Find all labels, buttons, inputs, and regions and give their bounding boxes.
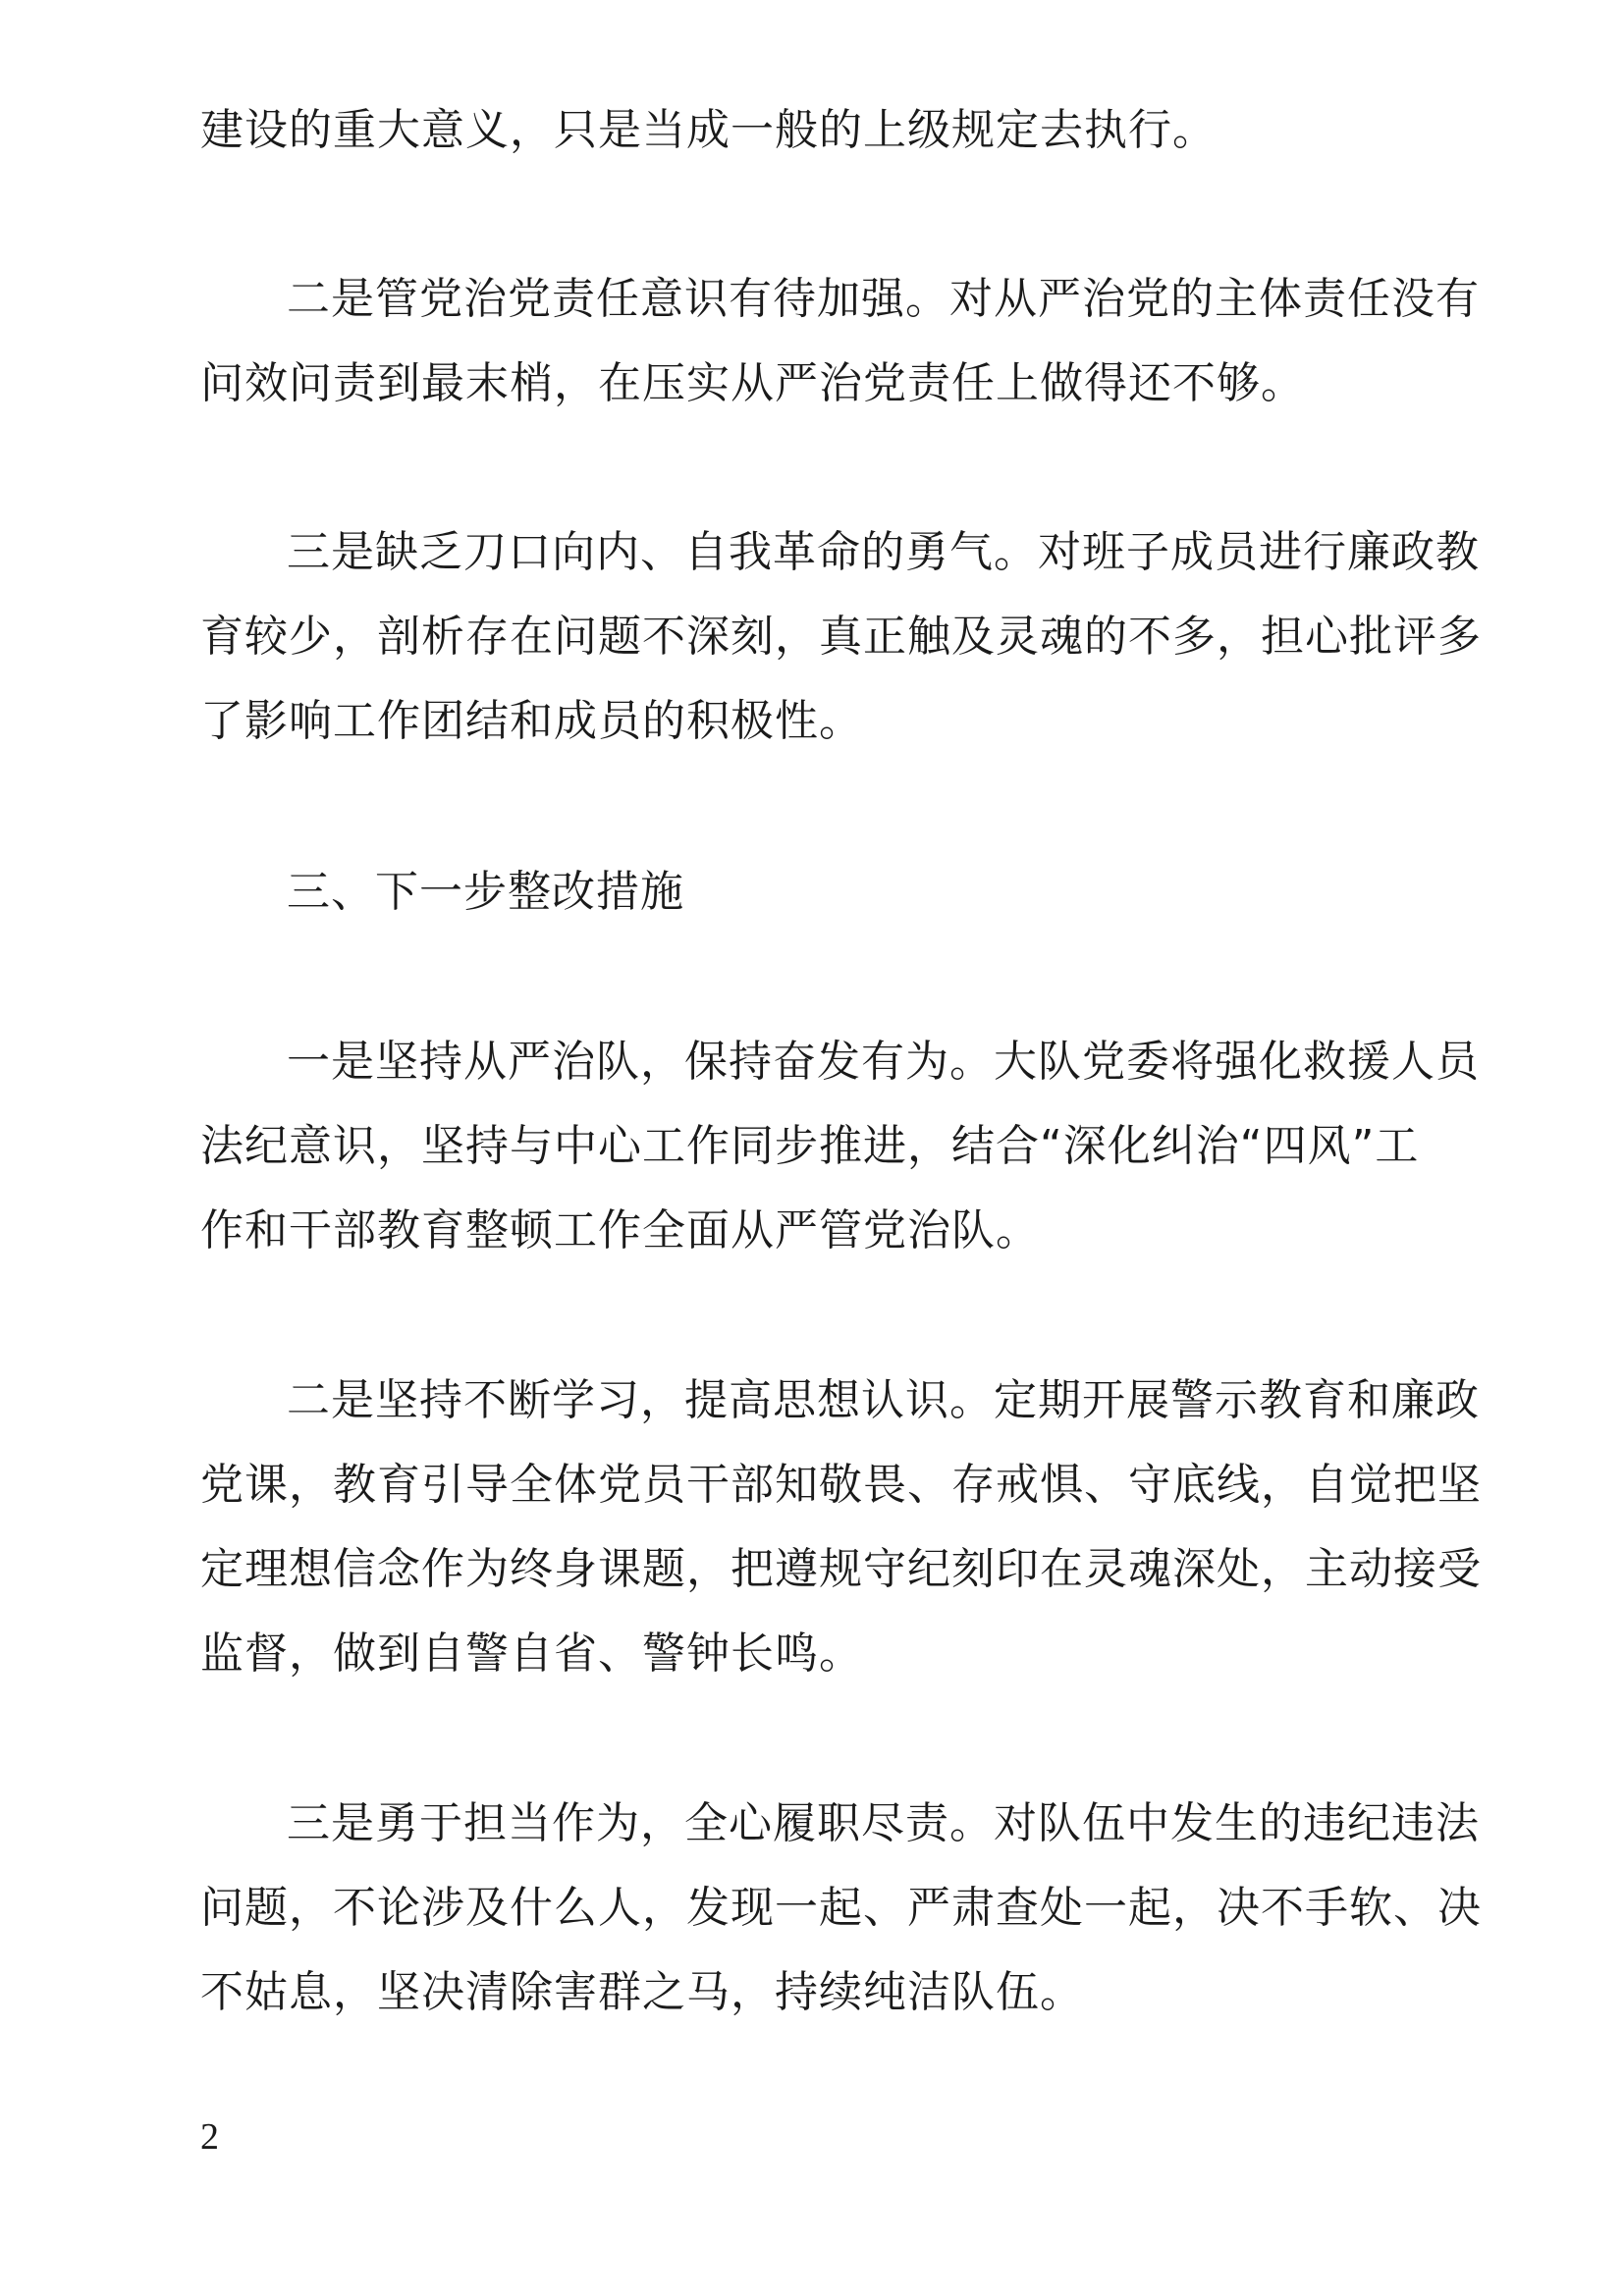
text-line: 三是缺乏刀口向内、自我革命的勇气。对班子成员进行廉政教 (287, 527, 1480, 577)
text-line: 作和干部教育整顿工作全面从严管党治队。 (200, 1205, 1040, 1255)
text-line: 二是管党治党责任意识有待加强。对从严治党的主体责任没有 (287, 274, 1480, 324)
text-line: 二是坚持不断学习，提高思想认识。定期开展警示教育和廉政 (287, 1375, 1480, 1425)
section-heading-text: 三、下一步整改措施 (287, 867, 684, 917)
text-line: 育较少，剖析存在问题不深刻，真正触及灵魂的不多，担心批评多 (200, 612, 1482, 662)
text-line: 问题，不论涉及什么人，发现一起、严肃查处一起，决不手软、决 (200, 1883, 1482, 1933)
text-line: 建设的重大意义，只是当成一般的上级规定去执行。 (200, 105, 1217, 155)
text-line: 问效问责到最末梢，在压实从严治党责任上做得还不够。 (200, 358, 1305, 408)
paragraph-continuous-learning (200, 1359, 1482, 1696)
paragraph-self-revolution (200, 510, 1482, 764)
text-line: 监督，做到自警自省、警钟长鸣。 (200, 1629, 863, 1679)
paragraph-continuation (200, 88, 1477, 173)
text-line: 了影响工作团结和成员的积极性。 (200, 696, 863, 746)
text-line: 一是坚持从严治队，保持奋发有为。大队党委将强化救援人员 (287, 1037, 1480, 1087)
section-heading (200, 850, 1477, 934)
paragraph-responsibility-taking (200, 1782, 1482, 2035)
page-number: 2 (200, 2116, 219, 2158)
text-line: 定理想信念作为终身课题，把遵规守纪刻印在灵魂深处，主动接受 (200, 1544, 1482, 1594)
paragraph-responsibility-awareness (200, 257, 1480, 426)
text-line: 法纪意识，坚持与中心工作同步推进，结合“深化纠治“四风”工 (200, 1121, 1420, 1171)
text-line: 三是勇于担当作为，全心履职尽责。对队伍中发生的违纪违法 (287, 1798, 1480, 1848)
paragraph-strict-governance (200, 1020, 1480, 1273)
text-line: 不姑息，坚决清除害群之马，持续纯洁队伍。 (200, 1967, 1084, 2017)
text-line: 党课，教育引导全体党员干部知敬畏、存戒惧、守底线，自觉把坚 (200, 1460, 1482, 1510)
